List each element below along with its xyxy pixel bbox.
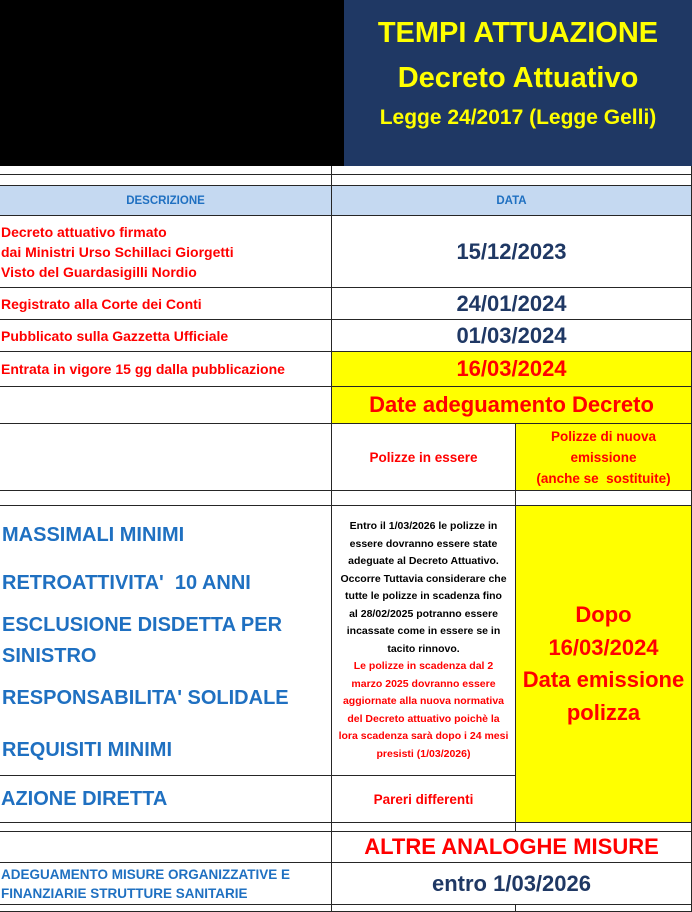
timeline-date-cell [332,320,692,352]
banner-law: Legge 24/2017 (Legge Gelli) [379,106,657,129]
timeline-description-cell [0,352,332,387]
existing-policies-note: Entro il 1/03/2026 le polizze in essere dovranno essere state adeguate al Decreto Attuativo. Occorre Tuttavia considerare che tutte le polizze in scadenza fino al 28/02/2025 potranno essere incassate come in essere se in tacito rinnovo. [340,520,507,655]
spacer-cell [332,491,516,506]
empty-cell [0,424,332,491]
spacer-cell [0,905,332,912]
other-measures-heading: ALTRE ANALOGHE MISURE [364,834,659,859]
column-header-date [332,186,692,216]
timeline-description: Entrata in vigore 15 gg dalla pubblicazione [1,361,285,377]
spacer-cell [516,905,692,912]
entry-into-force-date: 16/03/2024 [456,356,567,381]
requirement-retroattivita: RETROATTIVITA' 10 ANNI [2,572,251,594]
timeline-description: Decreto attuativo firmato dai Ministri Urso Schillaci Giorgetti Visto del Guardasigilli Nordio [1,223,234,280]
existing-policies-note-warning: Le polizze in scadenza dal 2 marzo 2025 dovranno essere aggiornate alla nuova normativa del Decreto attuativo poichè la lora scadenza sarà dopo i 24 mesi presisti (1/03/2026) [338,660,509,760]
requirement-azione-diretta: AZIONE DIRETTA [1,787,168,810]
spacer-cell [332,175,692,186]
timeline-date-cell [332,216,692,288]
other-measures-item-cell [0,863,332,905]
spacer-cell [516,823,692,832]
spacer-cell [516,491,692,506]
new-policies-header-cell [516,424,692,491]
spacer-cell [332,905,516,912]
adjustment-heading-cell [332,387,692,424]
existing-policies-header-cell [332,424,516,491]
existing-policies-header: Polizze in essere [369,449,478,465]
new-policies-note-cell [516,506,692,823]
timeline-date-cell [332,288,692,320]
existing-policies-note-cell [332,506,516,776]
other-measures-heading-cell [332,832,692,863]
column-header-description [0,186,332,216]
spacer-cell [332,166,692,175]
spacer-cell [0,175,332,186]
other-measures-deadline-cell [332,863,692,905]
timeline-description: Pubblicato sulla Gazzetta Ufficiale [1,327,229,344]
requirement-responsabilita-solidale: RESPONSABILITA' SOLIDALE [2,687,289,709]
empty-cell [0,832,332,863]
spacer-cell [0,491,332,506]
timeline-date: 24/01/2024 [456,290,567,316]
banner-subtitle: Decreto Attuativo [397,62,639,94]
other-measures-item: ADEGUAMENTO MISURE ORGANIZZATIVE E FINANZIARIE STRUTTURE SANITARIE [1,866,291,901]
requirement-esclusione-disdetta: ESCLUSIONE DISDETTA PER SINISTRO [2,614,283,667]
new-policies-note: Dopo 16/03/2024 Data emissione polizza [522,602,685,725]
timeline-description: Registrato alla Corte dei Conti [1,295,202,312]
column-header-date-label: DATA [496,194,527,207]
timeline-date: 15/12/2023 [456,238,567,264]
redacted-block [0,0,344,166]
direct-action-existing: Pareri differenti [373,791,474,807]
spacer-cell [332,823,516,832]
direct-action-existing-cell [332,776,516,823]
empty-cell [0,387,332,424]
timeline-description-cell [0,320,332,352]
title-banner [344,0,692,166]
adjustment-heading: Date adeguamento Decreto [369,392,654,417]
direct-action-cell [0,776,332,823]
timeline-description-cell [0,288,332,320]
other-measures-deadline: entro 1/03/2026 [432,870,591,896]
requirement-massimali-minimi: MASSIMALI MINIMI [2,524,185,546]
banner-title: TEMPI ATTUAZIONE [377,17,659,49]
column-header-description-label: DESCRIZIONE [126,194,205,207]
requirement-requisiti-minimi: REQUISITI MINIMI [2,739,172,761]
spacer-cell [0,166,332,175]
timeline-date: 01/03/2024 [456,322,567,348]
timeline-description-cell [0,216,332,288]
entry-into-force-date-cell [332,352,692,387]
new-policies-header: Polizze di nuova emissione (anche se sostituite) [536,428,671,486]
spacer-cell [0,823,332,832]
